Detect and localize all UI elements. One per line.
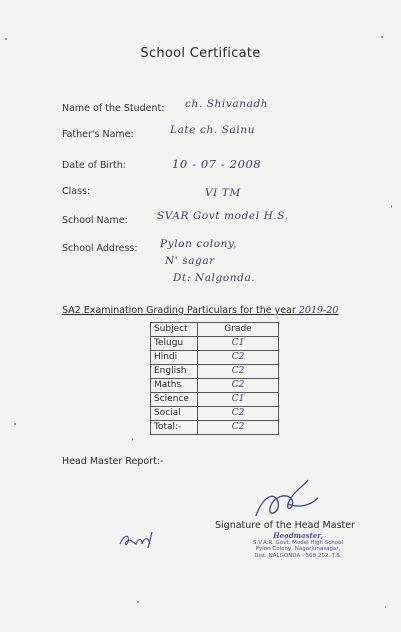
stamp-line-3: Pylon Colony, Nagarjunasagar, xyxy=(255,546,341,552)
school-name-value: SVAR Govt model H.S. xyxy=(157,210,289,222)
school-address-line-3: Dt: Nalgonda. xyxy=(173,272,256,284)
grades-table xyxy=(150,322,279,435)
subject-cell: Hindi xyxy=(151,351,198,365)
subject-cell: Total:- xyxy=(151,421,198,435)
subject-cell: English xyxy=(151,365,198,379)
dob-label: Date of Birth: xyxy=(62,160,126,171)
subject-header: Subject xyxy=(151,323,198,337)
school-address-label: School Address: xyxy=(62,243,138,254)
subject-cell: Social xyxy=(151,407,198,421)
dob-value: 10 - 07 - 2008 xyxy=(172,157,262,171)
page-title: School Certificate xyxy=(140,46,261,61)
initials-signature xyxy=(118,528,162,550)
grade-cell: C2 xyxy=(198,421,279,435)
subject-cell: Telugu xyxy=(151,337,198,351)
student-name-label: Name of the Student: xyxy=(62,103,165,114)
scan-speck xyxy=(14,423,16,425)
scan-speck xyxy=(385,606,386,608)
head-master-signature xyxy=(248,478,328,526)
table-row xyxy=(151,407,279,421)
headmaster-stamp xyxy=(238,533,358,559)
grade-cell: C2 xyxy=(198,407,279,421)
grade-cell: C1 xyxy=(198,337,279,351)
scan-speck xyxy=(132,438,133,441)
grade-cell: C1 xyxy=(198,393,279,407)
exam-year: 2019-20 xyxy=(298,305,339,316)
scan-speck xyxy=(5,38,7,40)
subject-cell: Maths xyxy=(151,379,198,393)
table-row xyxy=(151,365,279,379)
table-header-row xyxy=(151,323,279,337)
scan-speck xyxy=(391,205,392,208)
grade-cell: C2 xyxy=(198,379,279,393)
head-master-report-label: Head Master Report:- xyxy=(62,456,164,467)
table-row xyxy=(151,351,279,365)
grade-header: Grade xyxy=(198,323,279,337)
student-name-value: ch. Shivanadh xyxy=(185,98,269,110)
table-row xyxy=(151,337,279,351)
class-value: VI TM xyxy=(205,187,241,199)
father-name-label: Father's Name: xyxy=(62,129,134,140)
table-row xyxy=(151,393,279,407)
father-name-value: Late ch. Sainu xyxy=(170,124,256,136)
stamp-line-4: Dist. NALGONDA - 508 202. T.S. xyxy=(254,552,342,559)
exam-heading xyxy=(62,305,338,316)
signature-label: Signature of the Head Master xyxy=(215,520,355,531)
exam-heading-text: SA2 Examination Grading Particulars for the year xyxy=(62,305,299,316)
subject-cell: Science xyxy=(151,393,198,407)
class-label: Class: xyxy=(62,186,91,197)
grade-cell: C2 xyxy=(198,365,279,379)
scan-speck xyxy=(381,36,383,38)
school-address-line-1: Pylon colony, xyxy=(160,238,238,250)
scan-speck xyxy=(137,601,139,603)
stamp-line-2: S.V.A.R. Govt. Model High School xyxy=(252,539,344,546)
table-row xyxy=(151,421,279,435)
school-name-label: School Name: xyxy=(62,215,128,226)
school-address-line-2: N' sagar xyxy=(165,255,215,267)
grade-cell: C2 xyxy=(198,351,279,365)
stamp-line-1: Headmaster, xyxy=(273,531,323,540)
table-row xyxy=(151,379,279,393)
